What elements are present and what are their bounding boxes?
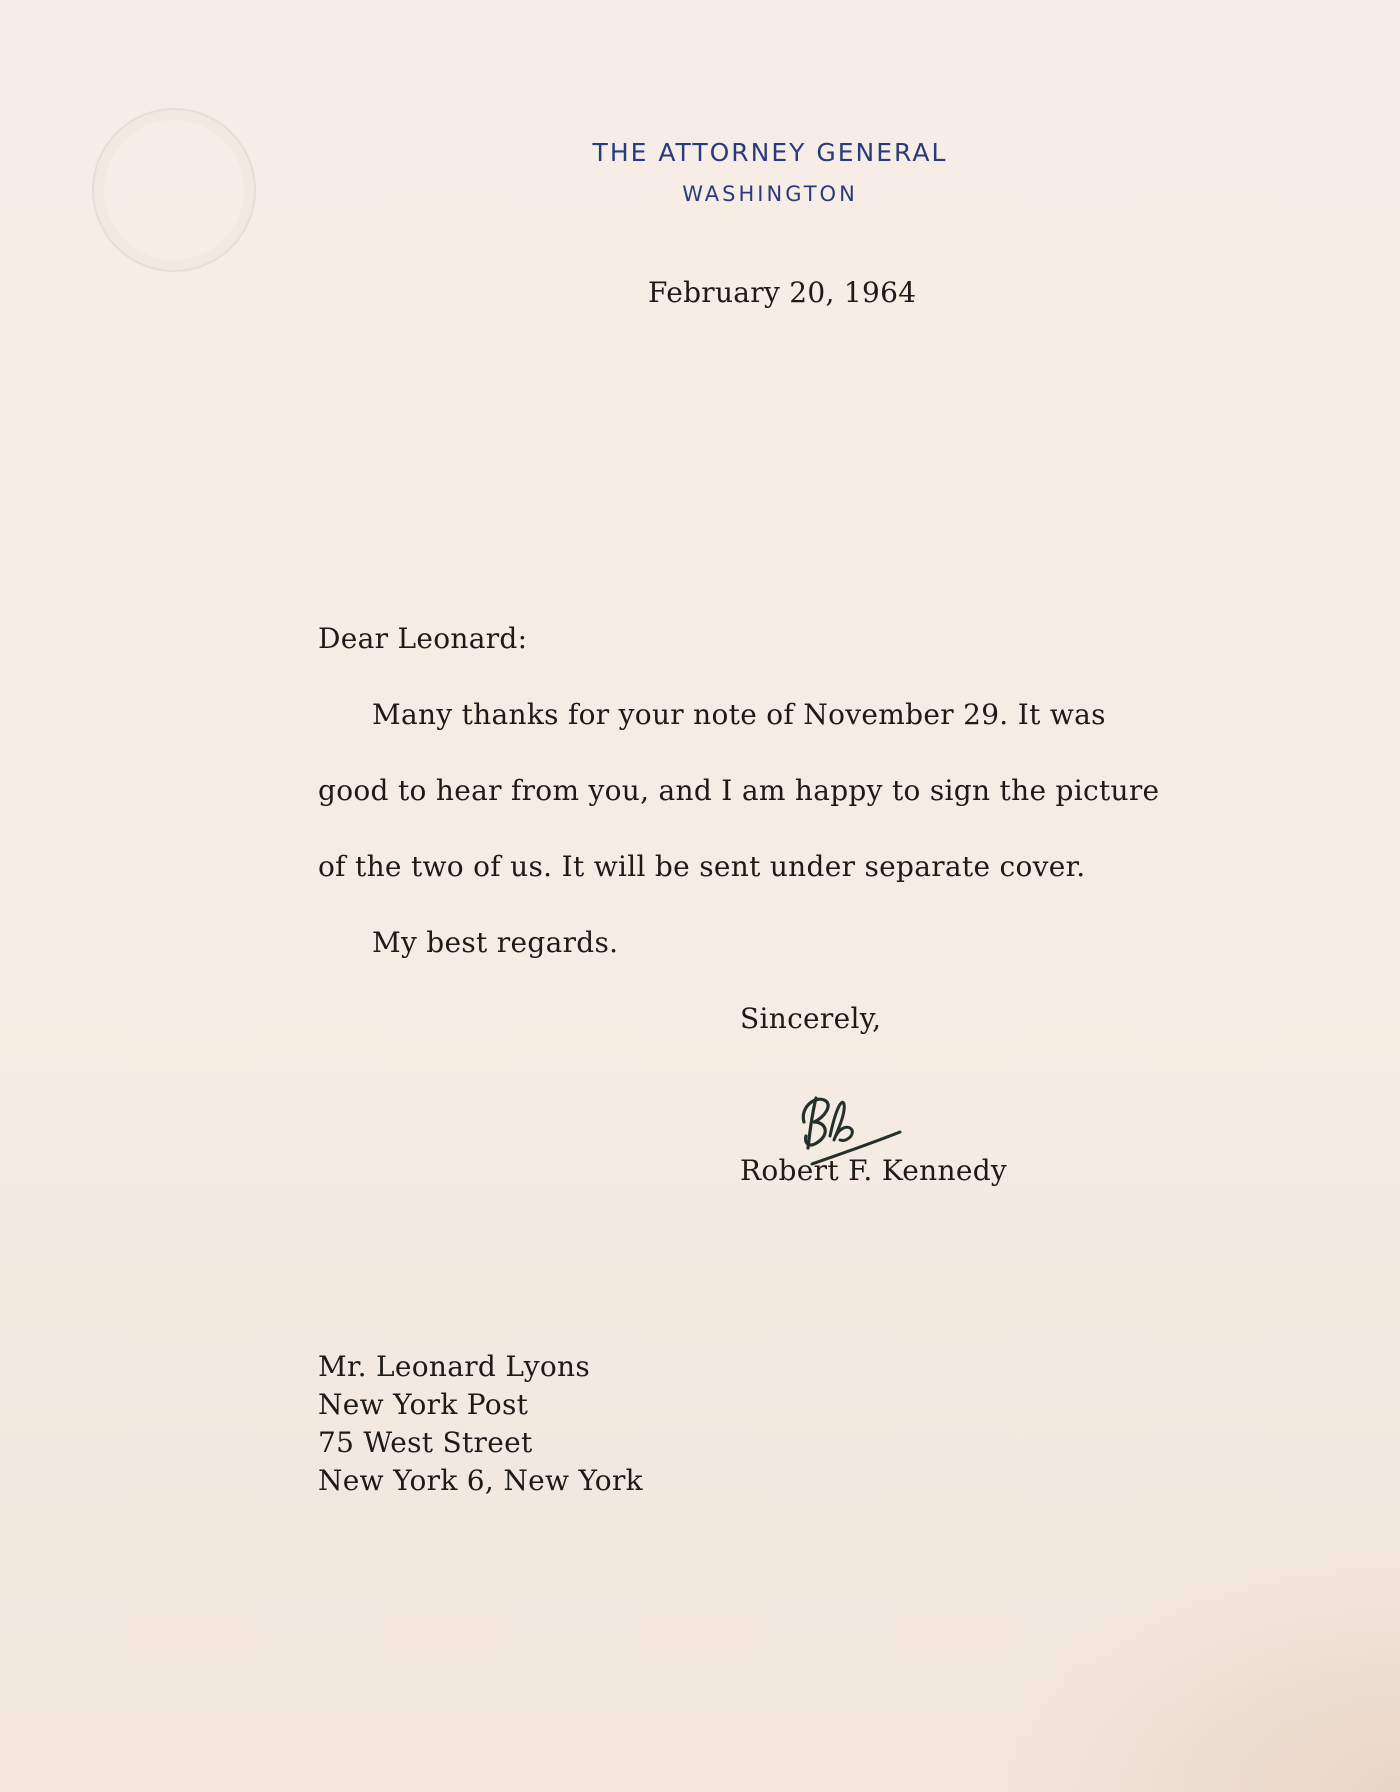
signer-name: Robert F. Kennedy [740, 1154, 1008, 1187]
recipient-address-line: New York 6, New York [318, 1464, 643, 1497]
body-line: of the two of us. It will be sent under separate cover. [318, 850, 1086, 883]
recipient-address-line: New York Post [318, 1388, 529, 1421]
regards-line: My best regards. [372, 926, 619, 959]
recipient-address-line: Mr. Leonard Lyons [318, 1350, 591, 1383]
salutation: Dear Leonard: [318, 622, 528, 655]
body-line: Many thanks for your note of November 29. It was [372, 698, 1106, 731]
recipient-address-line: 75 West Street [318, 1426, 533, 1459]
letter-date: February 20, 1964 [648, 276, 917, 309]
closing: Sincerely, [740, 1002, 882, 1035]
body-line: good to hear from you, and I am happy to sign the picture [318, 774, 1160, 807]
letterhead-title: THE ATTORNEY GENERAL [592, 138, 948, 167]
letterhead-city: WASHINGTON [682, 182, 858, 206]
